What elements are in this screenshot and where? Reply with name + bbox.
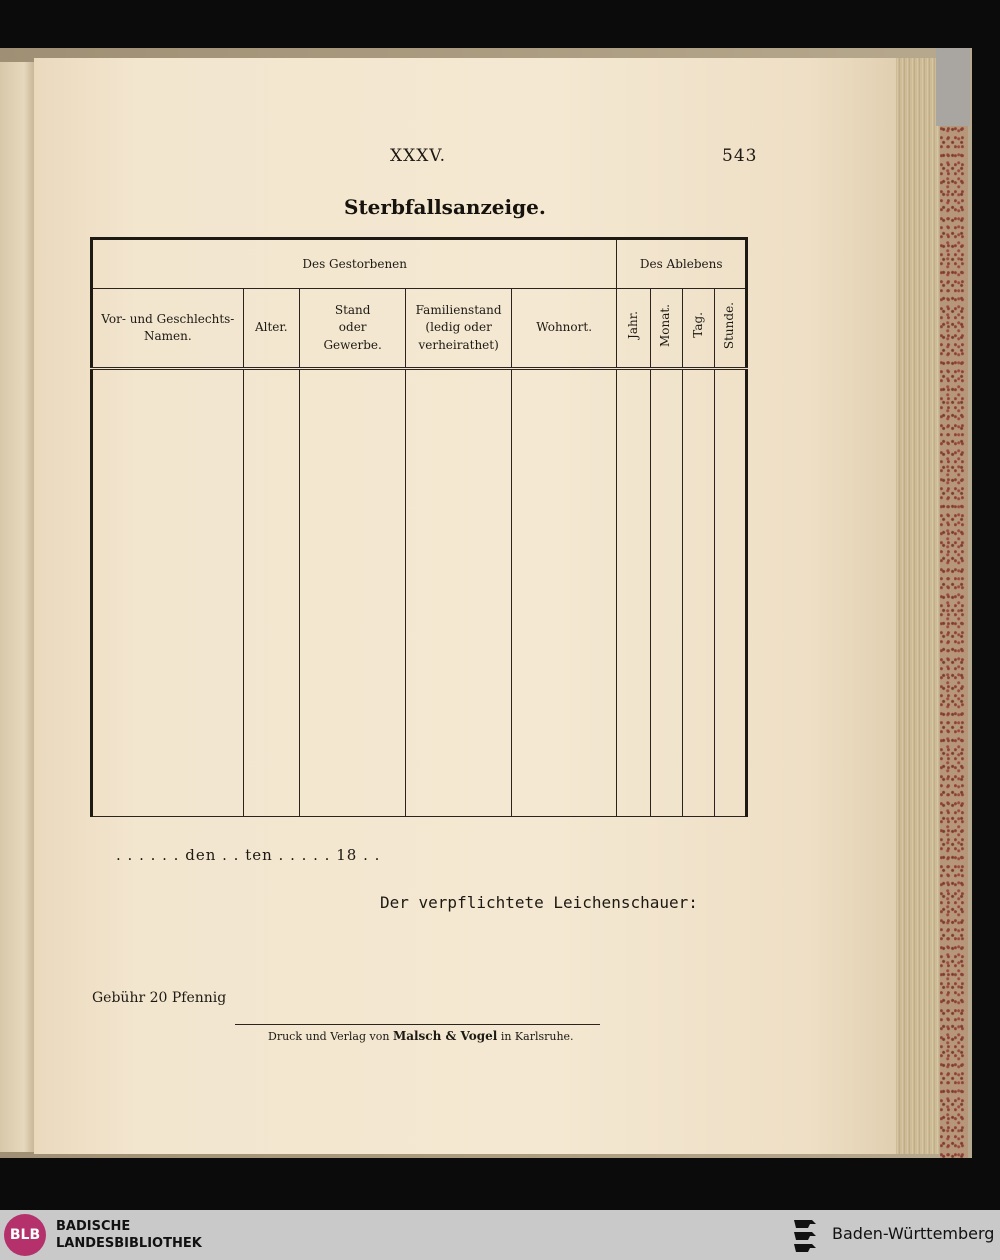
cell-month bbox=[650, 369, 682, 817]
imprint-suffix: in Karlsruhe. bbox=[500, 1030, 574, 1043]
date-line: . . . . . . den . . ten . . . . . 18 . . bbox=[116, 846, 381, 864]
column-header-residence: Wohnort. bbox=[511, 289, 617, 369]
death-notice-table bbox=[90, 237, 748, 817]
family-line-1: Familienstand bbox=[415, 302, 502, 317]
table-row bbox=[92, 369, 747, 817]
month-label: Monat. bbox=[658, 303, 673, 347]
status-line-3: Gewerbe. bbox=[323, 337, 382, 352]
section-number: XXXV. bbox=[390, 146, 447, 166]
cell-day bbox=[682, 369, 714, 817]
cell-age bbox=[243, 369, 299, 817]
column-header-family-status bbox=[406, 289, 511, 369]
footer-bar bbox=[0, 1210, 1000, 1260]
column-header-hour bbox=[714, 289, 746, 369]
cell-residence bbox=[511, 369, 617, 817]
group-header-deceased: Des Gestorbenen bbox=[92, 239, 617, 289]
page-fore-edge bbox=[896, 58, 940, 1154]
column-header-day bbox=[682, 289, 714, 369]
page-title: Sterbfallsanzeige. bbox=[344, 195, 546, 219]
book-cover bbox=[940, 54, 968, 1158]
book-cover-corner bbox=[936, 48, 970, 126]
column-header-status bbox=[299, 289, 405, 369]
imprint-rule bbox=[235, 1024, 600, 1025]
library-name-line2: LANDESBIBLIOTHEK bbox=[56, 1236, 202, 1251]
state-name: Baden-Württemberg bbox=[832, 1224, 995, 1243]
status-line-1: Stand bbox=[334, 302, 371, 317]
family-line-3: verheirathet) bbox=[418, 337, 499, 352]
imprint-prefix: Druck und Verlag von bbox=[268, 1030, 390, 1043]
library-name bbox=[56, 1218, 202, 1252]
cell-year bbox=[617, 369, 650, 817]
signature-label: Der verpflichtete Leichenschauer: bbox=[380, 893, 698, 912]
blb-logo-icon: BLB bbox=[4, 1214, 46, 1256]
column-header-name: Vor- und Geschlechts-Namen. bbox=[92, 289, 244, 369]
group-header-death: Des Ablebens bbox=[617, 239, 747, 289]
hour-label: Stunde. bbox=[722, 301, 737, 349]
column-header-year bbox=[617, 289, 650, 369]
fee-note: Gebühr 20 Pfennig bbox=[92, 990, 227, 1006]
day-label: Tag. bbox=[690, 312, 705, 339]
column-header-age: Alter. bbox=[243, 289, 299, 369]
status-line-2: oder bbox=[338, 320, 367, 335]
cell-family-status bbox=[406, 369, 511, 817]
imprint bbox=[268, 1029, 574, 1043]
page-number: 543 bbox=[722, 146, 758, 166]
year-label: Jahr. bbox=[625, 311, 640, 340]
column-header-month bbox=[650, 289, 682, 369]
cell-hour bbox=[714, 369, 746, 817]
family-line-2: (ledig oder bbox=[425, 320, 492, 335]
imprint-publisher: Malsch & Vogel bbox=[392, 1029, 498, 1043]
cell-status bbox=[299, 369, 405, 817]
baden-wuerttemberg-lions-icon bbox=[790, 1216, 820, 1254]
library-name-line1: BADISCHE bbox=[56, 1219, 131, 1234]
cell-name bbox=[92, 369, 244, 817]
left-page-edge bbox=[0, 62, 34, 1152]
